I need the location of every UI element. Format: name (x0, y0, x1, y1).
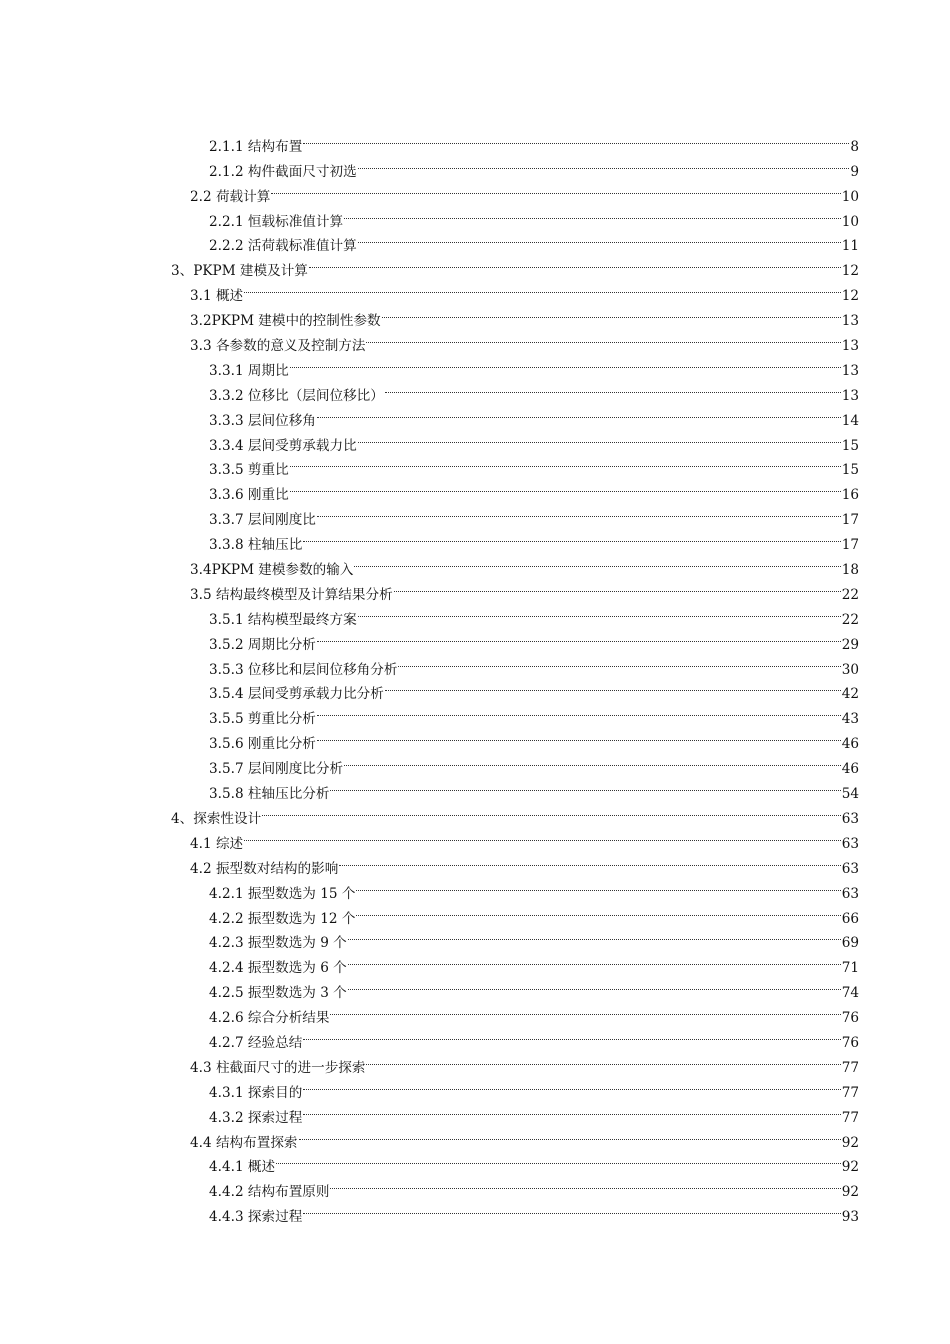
toc-entry-page-number: 9 (850, 163, 859, 180)
toc-entry[interactable] (0, 350, 950, 379)
toc-dot-leader (317, 499, 841, 524)
toc-entry[interactable] (0, 1171, 950, 1201)
toc-entry[interactable] (0, 972, 950, 1002)
toc-entry-page-number: 92 (841, 1159, 859, 1176)
toc-dot-leader (303, 1072, 840, 1097)
toc-dot-leader (348, 923, 841, 948)
toc-entry-title: 2.2.1 恒载标准值计算 (209, 213, 344, 230)
toc-entry-title: 3.5.3 位移比和层间位移角分析 (209, 661, 398, 678)
toc-entry-title: 4.2.6 综合分析结果 (209, 1010, 330, 1027)
toc-entry-page-number: 77 (841, 1059, 859, 1076)
toc-entry-page-number: 42 (841, 686, 859, 703)
toc-dot-leader (385, 375, 841, 400)
toc-dot-leader (299, 1122, 841, 1147)
toc-dot-leader (394, 574, 841, 599)
toc-entry-page-number: 15 (841, 437, 859, 454)
toc-entry[interactable] (0, 1047, 950, 1076)
toc-dot-leader (330, 997, 840, 1022)
toc-dot-leader (290, 450, 841, 475)
toc-dot-leader (330, 1171, 840, 1196)
toc-entry-page-number: 76 (841, 1034, 859, 1051)
toc-entry[interactable] (0, 400, 950, 429)
toc-dot-leader (366, 1047, 840, 1072)
toc-entry-title: 4.2.5 振型数选为 3 个 (209, 985, 347, 1002)
toc-entry[interactable] (0, 574, 950, 603)
toc-entry-title: 3.5.8 柱轴压比分析 (209, 786, 330, 803)
toc-entry[interactable] (0, 1147, 950, 1176)
toc-entry-title: 3.5.2 周期比分析 (209, 636, 316, 653)
toc-entry-title: 3.1 概述 (190, 288, 244, 305)
toc-entry-title: 2.1.2 构件截面尺寸初选 (209, 163, 357, 180)
toc-entry-page-number: 77 (841, 1109, 859, 1126)
toc-entry-page-number: 63 (841, 810, 859, 827)
toc-entry[interactable] (0, 325, 950, 355)
toc-dot-leader (290, 350, 841, 375)
toc-entry[interactable] (0, 499, 950, 529)
toc-entry[interactable] (0, 474, 950, 504)
toc-dot-leader (358, 599, 841, 624)
toc-entry-title: 3.3.7 层间刚度比 (209, 512, 316, 529)
toc-entry[interactable] (0, 250, 950, 280)
toc-entry-title: 4.3.2 探索过程 (209, 1109, 303, 1126)
toc-dot-leader (262, 798, 840, 823)
toc-entry-page-number: 93 (841, 1209, 859, 1226)
toc-entry-page-number: 10 (841, 188, 859, 205)
toc-entry-page-number: 11 (841, 238, 859, 255)
toc-entry-page-number: 54 (841, 786, 859, 803)
toc-entry-page-number: 30 (841, 661, 859, 678)
toc-entry[interactable] (0, 126, 950, 155)
toc-dot-leader (382, 300, 841, 325)
toc-entry-title: 2.2 荷载计算 (190, 188, 271, 205)
toc-entry[interactable] (0, 425, 950, 454)
toc-entry-title: 3.5.7 层间刚度比分析 (209, 761, 344, 778)
toc-dot-leader (303, 524, 840, 549)
toc-dot-leader (339, 848, 840, 873)
toc-entry[interactable] (0, 947, 950, 977)
toc-dot-leader (317, 698, 841, 723)
toc-entry-page-number: 13 (841, 387, 859, 404)
toc-dot-leader (303, 126, 849, 151)
toc-entry-page-number: 18 (841, 562, 859, 579)
toc-entry-title: 2.1.1 结构布置 (209, 138, 303, 155)
toc-entry[interactable] (0, 798, 950, 827)
toc-entry-page-number: 71 (841, 960, 859, 977)
toc-entry-page-number: 17 (841, 537, 859, 554)
toc-entry-page-number: 14 (841, 412, 859, 429)
toc-entry[interactable] (0, 201, 950, 230)
toc-entry[interactable] (0, 923, 950, 952)
toc-entry-title: 4.4.2 结构布置原则 (209, 1184, 330, 1201)
toc-entry-page-number: 13 (841, 338, 859, 355)
toc-entry[interactable] (0, 848, 950, 877)
toc-entry[interactable] (0, 151, 950, 180)
toc-dot-leader (271, 176, 840, 201)
toc-entry[interactable] (0, 698, 950, 728)
toc-entry-title: 4、探索性设计 (171, 810, 262, 827)
toc-entry[interactable] (0, 624, 950, 653)
toc-entry-title: 3、PKPM 建模及计算 (171, 263, 308, 280)
toc-entry-page-number: 29 (841, 636, 859, 653)
toc-entry-page-number: 76 (841, 1010, 859, 1027)
toc-dot-leader (398, 649, 840, 674)
toc-entry-title: 3.3.3 层间位移角 (209, 412, 316, 429)
toc-entry-page-number: 43 (841, 711, 859, 728)
toc-entry-title: 4.2.2 振型数选为 12 个 (209, 910, 356, 927)
toc-entry-title: 3.5.6 刚重比分析 (209, 736, 316, 753)
toc-entry-title: 3.3.1 周期比 (209, 362, 289, 379)
toc-entry-page-number: 92 (841, 1184, 859, 1201)
toc-dot-leader (303, 1097, 840, 1122)
toc-dot-leader (309, 250, 841, 275)
toc-dot-leader (317, 624, 841, 649)
toc-dot-leader (303, 1196, 840, 1221)
toc-dot-leader (358, 151, 850, 176)
toc-entry-page-number: 17 (841, 512, 859, 529)
toc-entry[interactable] (0, 599, 950, 628)
toc-entry[interactable] (0, 823, 950, 852)
toc-entry-page-number: 74 (841, 985, 859, 1002)
toc-entry[interactable] (0, 176, 950, 205)
toc-entry[interactable] (0, 300, 950, 330)
toc-entry-page-number: 22 (841, 586, 859, 603)
toc-entry[interactable] (0, 375, 950, 404)
toc-entry[interactable] (0, 674, 950, 703)
toc-entry-title: 4.2.4 振型数选为 6 个 (209, 960, 347, 977)
toc-dot-leader (290, 474, 841, 499)
toc-entry[interactable] (0, 524, 950, 554)
toc-dot-leader (244, 275, 841, 300)
toc-entry[interactable] (0, 997, 950, 1027)
toc-entry[interactable] (0, 649, 950, 678)
toc-entry[interactable] (0, 1122, 950, 1151)
toc-dot-leader (385, 674, 841, 699)
toc-entry[interactable] (0, 1022, 950, 1051)
toc-entry[interactable] (0, 226, 950, 255)
toc-entry-title: 4.4.1 概述 (209, 1159, 276, 1176)
toc-entry-title: 4.4 结构布置探索 (190, 1134, 298, 1151)
toc-dot-leader (244, 823, 841, 848)
table-of-contents (0, 126, 950, 1226)
toc-entry-page-number: 66 (841, 910, 859, 927)
toc-dot-leader (348, 947, 841, 972)
toc-dot-leader (317, 400, 841, 425)
toc-entry-title: 4.3.1 探索目的 (209, 1084, 303, 1101)
toc-dot-leader (330, 773, 840, 798)
toc-dot-leader (303, 1022, 840, 1047)
toc-entry-title: 4.3 柱截面尺寸的进一步探索 (190, 1059, 366, 1076)
toc-entry[interactable] (0, 723, 950, 753)
toc-entry-title: 3.3.8 柱轴压比 (209, 537, 303, 554)
toc-entry-title: 3.3.6 刚重比 (209, 487, 289, 504)
toc-entry[interactable] (0, 549, 950, 579)
toc-entry-page-number: 13 (841, 313, 859, 330)
toc-entry-title: 3.4PKPM 建模参数的输入 (190, 562, 354, 579)
toc-entry-title: 3.5.1 结构模型最终方案 (209, 611, 357, 628)
toc-entry-page-number: 63 (841, 885, 859, 902)
toc-entry-title: 4.2 振型数对结构的影响 (190, 860, 339, 877)
toc-dot-leader (366, 325, 840, 350)
toc-entry-title: 3.3 各参数的意义及控制方法 (190, 338, 366, 355)
toc-entry[interactable] (0, 748, 950, 778)
toc-entry-page-number: 16 (841, 487, 859, 504)
toc-dot-leader (358, 226, 841, 251)
toc-dot-leader (354, 549, 840, 574)
toc-entry[interactable] (0, 1072, 950, 1101)
toc-entry-title: 3.3.4 层间受剪承载力比 (209, 437, 357, 454)
toc-entry[interactable] (0, 873, 950, 902)
toc-dot-leader (358, 425, 841, 450)
toc-entry-page-number: 12 (841, 288, 859, 305)
toc-entry-page-number: 8 (850, 138, 859, 155)
toc-entry-page-number: 46 (841, 761, 859, 778)
toc-entry-title: 3.5 结构最终模型及计算结果分析 (190, 586, 393, 603)
toc-dot-leader (356, 898, 840, 923)
toc-entry[interactable] (0, 1097, 950, 1126)
toc-entry-page-number: 10 (841, 213, 859, 230)
toc-dot-leader (276, 1147, 841, 1172)
toc-entry[interactable] (0, 450, 950, 479)
toc-dot-leader (344, 748, 841, 773)
toc-entry-title: 4.2.3 振型数选为 9 个 (209, 935, 347, 952)
toc-entry[interactable] (0, 1196, 950, 1226)
toc-entry-title: 3.5.4 层间受剪承载力比分析 (209, 686, 384, 703)
toc-entry-title: 4.4.3 探索过程 (209, 1209, 303, 1226)
toc-entry-page-number: 13 (841, 362, 859, 379)
toc-entry-title: 4.2.1 振型数选为 15 个 (209, 885, 356, 902)
toc-entry-title: 4.1 综述 (190, 835, 244, 852)
toc-entry-title: 3.3.5 剪重比 (209, 462, 289, 479)
toc-entry-title: 2.2.2 活荷载标准值计算 (209, 238, 357, 255)
toc-entry-title: 3.5.5 剪重比分析 (209, 711, 316, 728)
toc-entry-page-number: 12 (841, 263, 859, 280)
toc-entry-page-number: 63 (841, 860, 859, 877)
toc-entry-page-number: 22 (841, 611, 859, 628)
toc-dot-leader (348, 972, 841, 997)
toc-entry-title: 3.3.2 位移比（层间位移比） (209, 387, 384, 404)
toc-entry-page-number: 77 (841, 1084, 859, 1101)
toc-dot-leader (344, 201, 841, 226)
toc-entry-page-number: 15 (841, 462, 859, 479)
toc-dot-leader (356, 873, 840, 898)
toc-entry[interactable] (0, 275, 950, 305)
toc-entry[interactable] (0, 773, 950, 803)
toc-entry-page-number: 92 (841, 1134, 859, 1151)
toc-entry[interactable] (0, 898, 950, 927)
toc-entry-page-number: 46 (841, 736, 859, 753)
toc-entry-title: 3.2PKPM 建模中的控制性参数 (190, 313, 381, 330)
toc-entry-page-number: 69 (841, 935, 859, 952)
toc-dot-leader (317, 723, 841, 748)
toc-entry-page-number: 63 (841, 835, 859, 852)
toc-entry-title: 4.2.7 经验总结 (209, 1034, 303, 1051)
